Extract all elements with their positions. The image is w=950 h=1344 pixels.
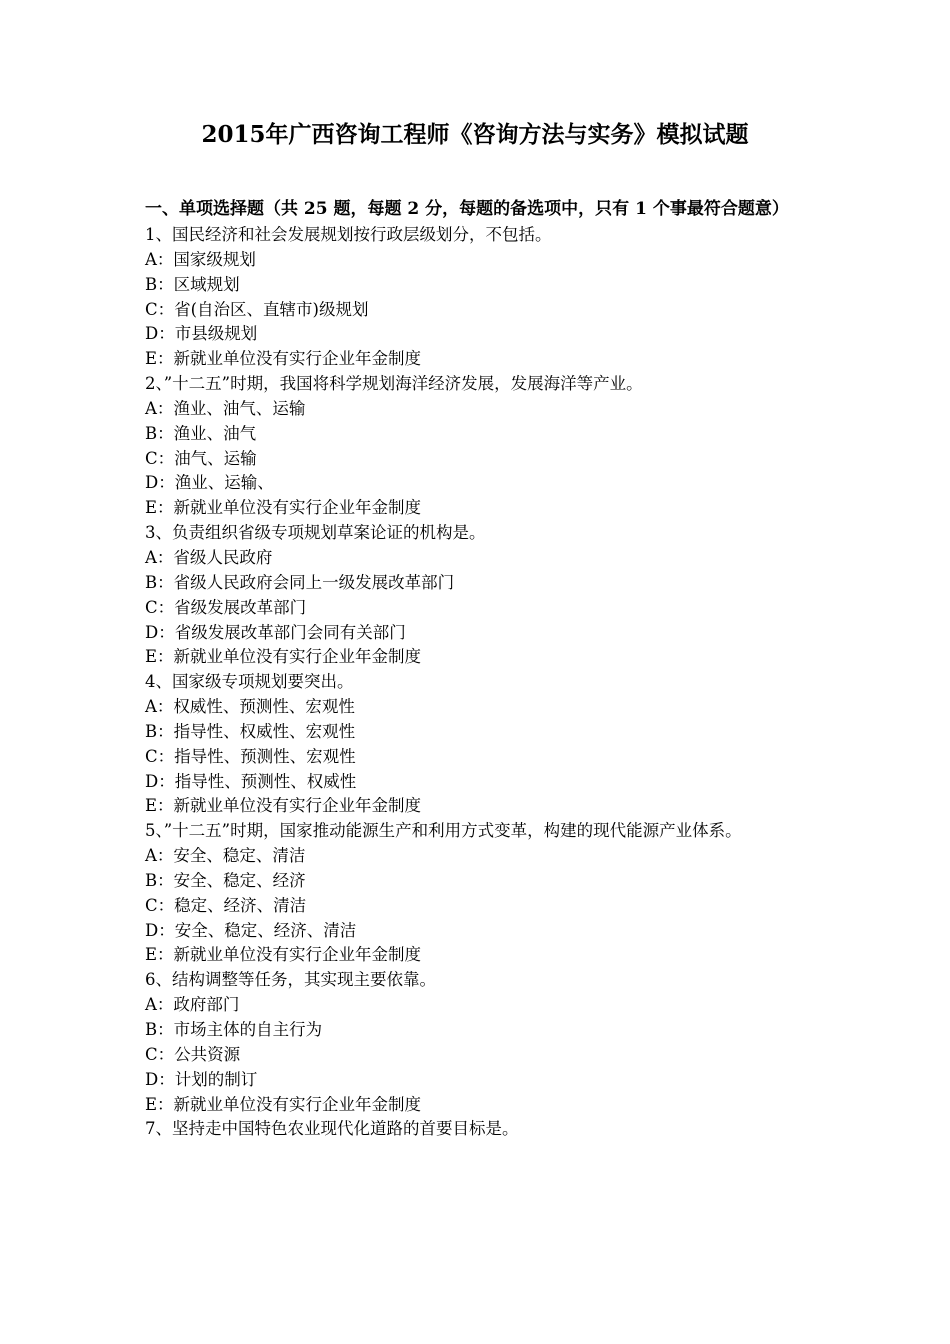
option-e: E：新就业单位没有实行企业年金制度 xyxy=(145,796,422,816)
question-stem: 4、国家级专项规划要突出。 xyxy=(145,672,354,692)
option-d: D：指导性、预测性、权威性 xyxy=(145,771,357,791)
document-content xyxy=(145,197,815,1142)
option-a: A：国家级规划 xyxy=(145,249,256,269)
question-6 xyxy=(145,968,815,1117)
option-d: D：市县级规划 xyxy=(145,324,258,344)
option-c: C：油气、运输 xyxy=(145,448,257,468)
option-a: A：渔业、油气、运输 xyxy=(145,398,306,418)
question-1 xyxy=(145,223,815,372)
option-d: D：计划的制订 xyxy=(145,1069,258,1089)
option-d: D：安全、稳定、经济、清洁 xyxy=(145,920,357,940)
option-e: E：新就业单位没有实行企业年金制度 xyxy=(145,1094,422,1114)
option-c: C：省(自治区、直辖市)级规划 xyxy=(145,299,369,319)
option-a: A：权威性、预测性、宏观性 xyxy=(145,697,355,717)
option-b: B：渔业、油气 xyxy=(145,423,257,443)
option-e: E：新就业单位没有实行企业年金制度 xyxy=(145,945,422,965)
option-b: B：省级人民政府会同上一级发展改革部门 xyxy=(145,572,455,592)
question-stem: 1、国民经济和社会发展规划按行政层级划分，不包括。 xyxy=(145,225,552,244)
question-stem: 7、坚持走中国特色农业现代化道路的首要目标是。 xyxy=(145,1119,519,1139)
option-e: E：新就业单位没有实行企业年金制度 xyxy=(145,349,422,369)
question-4 xyxy=(145,670,815,819)
option-b: B：市场主体的自主行为 xyxy=(145,1020,323,1039)
option-a: A：安全、稳定、清洁 xyxy=(145,846,306,866)
question-stem: 6、结构调整等任务，其实现主要依靠。 xyxy=(145,970,436,990)
option-b: B：指导性、权威性、宏观性 xyxy=(145,721,356,741)
question-stem: 5、”十二五”时期，国家推动能源生产和利用方式变革，构建的现代能源产业体系。 xyxy=(145,821,742,841)
option-d: D：省级发展改革部门会同有关部门 xyxy=(145,622,406,642)
question-stem: 3、负责组织省级专项规划草案论证的机构是。 xyxy=(145,523,486,543)
document-title: 2015年广西咨询工程师《咨询方法与实务》模拟试题 xyxy=(201,121,749,148)
section-heading: 一、单项选择题（共 25 题，每题 2 分，每题的备选项中，只有 1 个事最符合题意） xyxy=(145,199,789,219)
option-c: C：省级发展改革部门 xyxy=(145,597,307,617)
option-c: C：稳定、经济、清洁 xyxy=(145,895,307,915)
option-c: C：指导性、预测性、宏观性 xyxy=(145,746,356,766)
option-d: D：渔业、运输、 xyxy=(145,473,274,493)
question-2 xyxy=(145,372,815,521)
option-e: E：新就业单位没有实行企业年金制度 xyxy=(145,498,422,518)
question-7 xyxy=(145,1117,815,1142)
option-b: B：安全、稳定、经济 xyxy=(145,870,306,890)
question-3 xyxy=(145,521,815,670)
option-a: A：省级人民政府 xyxy=(145,547,273,567)
question-5 xyxy=(145,819,815,968)
option-b: B：区域规划 xyxy=(145,274,240,294)
option-c: C：公共资源 xyxy=(145,1044,241,1064)
question-stem: 2、”十二五”时期，我国将科学规划海洋经济发展，发展海洋等产业。 xyxy=(145,374,643,394)
option-a: A：政府部门 xyxy=(145,995,240,1015)
option-e: E：新就业单位没有实行企业年金制度 xyxy=(145,647,422,667)
